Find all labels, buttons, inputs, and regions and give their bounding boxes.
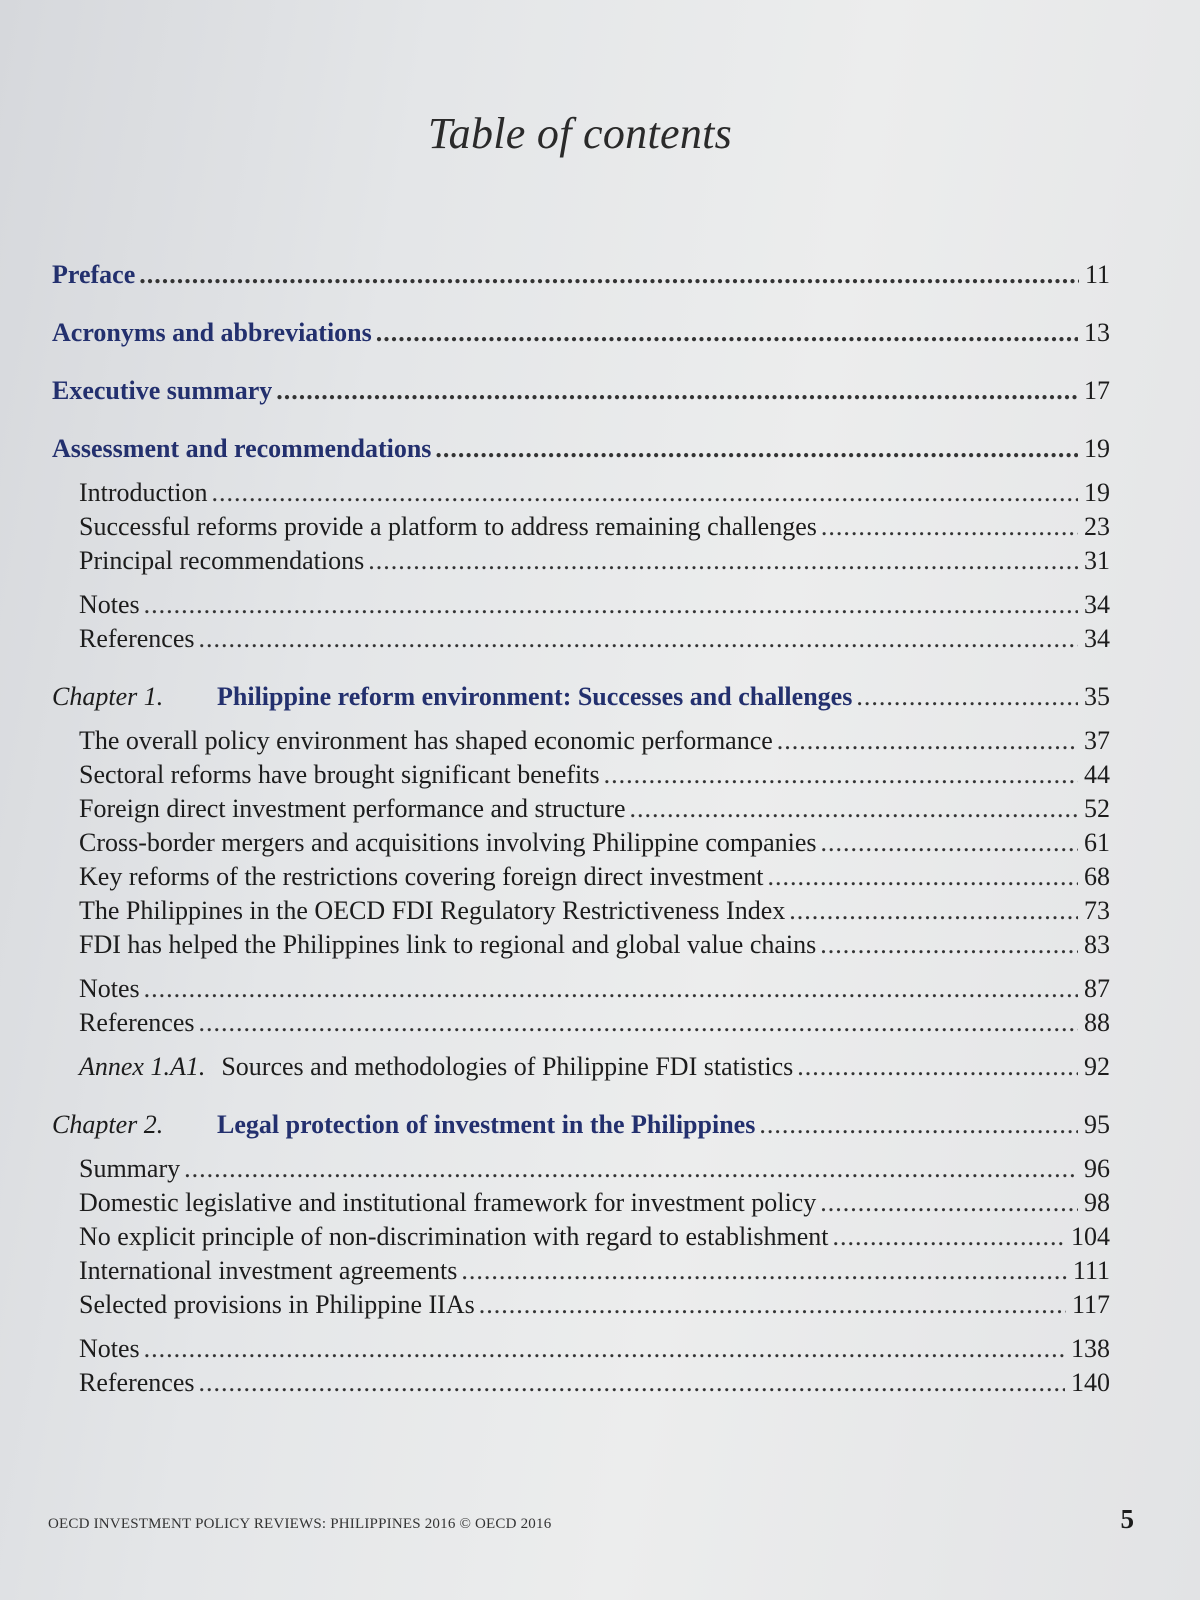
toc-page-number: 17 [1084, 376, 1110, 405]
leader-dots [789, 894, 1078, 928]
toc-subentry-notes[interactable] [52, 588, 1110, 622]
leader-dots [479, 1288, 1066, 1322]
toc-subentry[interactable] [52, 1254, 1110, 1288]
toc-subentry[interactable] [52, 724, 1110, 758]
toc-chapter-1[interactable] [52, 680, 1110, 714]
leader-dots [212, 476, 1078, 510]
toc-page-number: 13 [1084, 318, 1110, 347]
toc-annex-1-a1[interactable] [52, 1050, 1110, 1084]
toc-page-number: 68 [1084, 862, 1110, 891]
annex-number: Annex 1.A1. [79, 1052, 206, 1081]
leader-dots [139, 258, 1079, 292]
leader-dots [759, 1108, 1078, 1142]
toc-subentry[interactable] [52, 792, 1110, 826]
toc-page-number: 104 [1071, 1222, 1110, 1251]
toc-entry-label: Notes [79, 1334, 140, 1363]
toc-entry-acronyms[interactable] [52, 316, 1110, 350]
chapter-number: Chapter 1. [52, 682, 164, 711]
toc-subentry[interactable] [52, 894, 1110, 928]
toc-entry-preface[interactable] [52, 258, 1110, 292]
toc-entry-label: The Philippines in the OECD FDI Regulatory Restrictiveness Index [79, 896, 786, 925]
toc-page-number: 138 [1071, 1334, 1110, 1363]
toc-entry-label: The overall policy environment has shaped economic performance [79, 726, 773, 755]
toc-page-number: 87 [1084, 974, 1110, 1003]
toc-subentry-notes[interactable] [52, 1332, 1110, 1366]
toc-subentry[interactable] [52, 860, 1110, 894]
toc-page-number: 117 [1071, 1290, 1110, 1319]
leader-dots [144, 588, 1078, 622]
toc-page-number: 35 [1084, 682, 1110, 711]
toc-entry-label: International investment agreements [79, 1256, 458, 1285]
toc-page-number: 73 [1084, 896, 1110, 925]
toc-subentry[interactable] [52, 1288, 1110, 1322]
toc-page-number: 83 [1084, 930, 1110, 959]
toc-entry-label: Preface [52, 260, 136, 289]
page-footer [48, 1504, 1134, 1535]
toc-page-number: 44 [1084, 760, 1110, 789]
toc-entry-label: Successful reforms provide a platform to address remaining challenges [79, 512, 817, 541]
toc-page-number: 23 [1084, 512, 1110, 541]
toc-subentry-references[interactable] [52, 622, 1110, 656]
toc-entry-label: Sources and methodologies of Philippine FDI statistics [221, 1052, 794, 1081]
leader-dots [820, 928, 1078, 962]
toc-subentry-notes[interactable] [52, 972, 1110, 1006]
leader-dots [821, 826, 1078, 860]
toc-entry-label: Notes [79, 974, 140, 1003]
toc-subentry[interactable] [52, 1186, 1110, 1220]
toc-subentry[interactable] [52, 544, 1110, 578]
toc-entry-label: No explicit principle of non-discrimination with regard to establishment [79, 1222, 829, 1251]
toc-entry-label: FDI has helped the Philippines link to regional and global value chains [79, 930, 817, 959]
toc-page-number: 95 [1084, 1110, 1110, 1139]
leader-dots [376, 316, 1078, 350]
leader-dots [198, 1366, 1065, 1400]
footer-page-number: 5 [1120, 1504, 1134, 1534]
chapter-title: Legal protection of investment in the Philippines [217, 1110, 756, 1139]
toc-chapter-2[interactable] [52, 1108, 1110, 1142]
leader-dots [767, 860, 1078, 894]
toc-entry-label: References [79, 1368, 195, 1397]
toc-subentry-references[interactable] [52, 1006, 1110, 1040]
toc-page-number: 96 [1084, 1154, 1110, 1183]
leader-dots [833, 1220, 1066, 1254]
leader-dots [276, 374, 1078, 408]
toc-entry-label: Sectoral reforms have brought significant benefits [79, 760, 600, 789]
toc-entry-label: Foreign direct investment performance and structure [79, 794, 626, 823]
leader-dots [797, 1050, 1078, 1084]
toc-subentry-references[interactable] [52, 1366, 1110, 1400]
leader-dots [604, 758, 1078, 792]
toc-page-number: 98 [1084, 1188, 1110, 1217]
toc-subentry[interactable] [52, 476, 1110, 510]
toc-page-number: 61 [1084, 828, 1110, 857]
toc-subentry[interactable] [52, 1152, 1110, 1186]
leader-dots [184, 1152, 1078, 1186]
leader-dots [198, 1006, 1078, 1040]
toc-page-number: 111 [1072, 1256, 1110, 1285]
leader-dots [821, 510, 1078, 544]
leader-dots [461, 1254, 1067, 1288]
leader-dots [777, 724, 1078, 758]
leader-dots [198, 622, 1078, 656]
toc-entry-label: Assessment and recommendations [52, 434, 432, 463]
toc-entry-label: Principal recommendations [79, 546, 365, 575]
toc-page-number: 88 [1084, 1008, 1110, 1037]
toc-entry-label: Summary [79, 1154, 181, 1183]
toc-entry-label: Key reforms of the restrictions covering foreign direct investment [79, 862, 764, 891]
toc-subentry[interactable] [52, 928, 1110, 962]
toc-entry-label: References [79, 624, 195, 653]
leader-dots [144, 972, 1078, 1006]
toc-page-number: 140 [1071, 1368, 1110, 1397]
table-of-contents [52, 258, 1110, 1400]
leader-dots [368, 544, 1078, 578]
toc-page-number: 31 [1084, 546, 1110, 575]
toc-page-number: 19 [1084, 478, 1110, 507]
toc-subentry[interactable] [52, 510, 1110, 544]
chapter-title: Philippine reform environment: Successes and challenges [217, 682, 853, 711]
toc-page-number: 34 [1084, 624, 1110, 653]
toc-entry-label: Introduction [79, 478, 208, 507]
leader-dots [435, 432, 1078, 466]
toc-entry-label: Notes [79, 590, 140, 619]
toc-page-number: 19 [1084, 434, 1110, 463]
toc-subentry[interactable] [52, 758, 1110, 792]
toc-entry-label: Selected provisions in Philippine IIAs [79, 1290, 475, 1319]
leader-dots [144, 1332, 1065, 1366]
toc-entry-label: Executive summary [52, 376, 273, 405]
footer-publication: OECD INVESTMENT POLICY REVIEWS: PHILIPPINES 2016 © OECD 2016 [48, 1516, 552, 1532]
toc-entry-assessment[interactable] [52, 432, 1110, 466]
leader-dots [630, 792, 1078, 826]
toc-entry-label: Acronyms and abbreviations [52, 318, 372, 347]
page-title: Table of contents [427, 109, 733, 158]
leader-dots [820, 1186, 1078, 1220]
toc-entry-label: Cross-border mergers and acquisitions involving Philippine companies [79, 828, 817, 857]
toc-page-number: 11 [1084, 260, 1110, 289]
toc-subentry[interactable] [52, 826, 1110, 860]
chapter-number: Chapter 2. [52, 1110, 164, 1139]
toc-page-number: 52 [1084, 794, 1110, 823]
toc-entry-label: References [79, 1008, 195, 1037]
toc-page-number: 34 [1084, 590, 1110, 619]
toc-entry-executive-summary[interactable] [52, 374, 1110, 408]
toc-page-number: 37 [1084, 726, 1110, 755]
toc-entry-label: Domestic legislative and institutional framework for investment policy [79, 1188, 817, 1217]
toc-page-number: 92 [1084, 1052, 1110, 1081]
leader-dots [856, 680, 1078, 714]
toc-subentry[interactable] [52, 1220, 1110, 1254]
